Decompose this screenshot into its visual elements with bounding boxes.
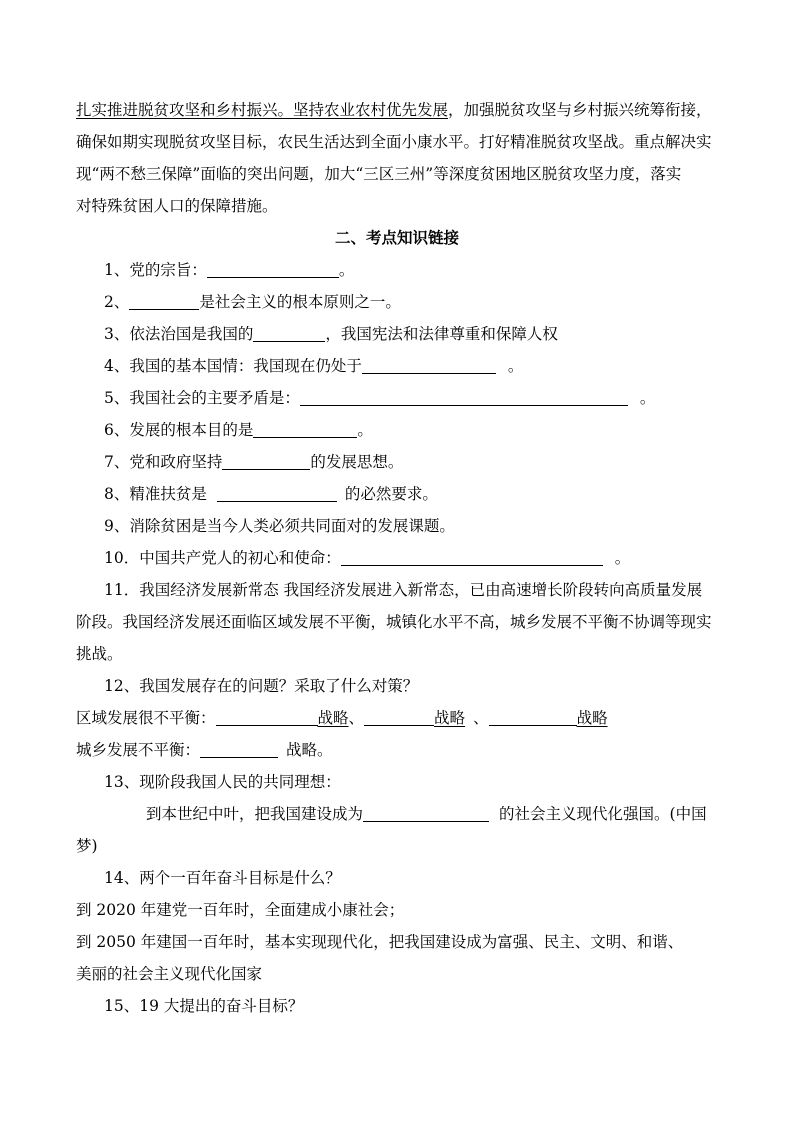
q10-end: 。: [614, 549, 631, 567]
item-q12-urban: [76, 740, 333, 760]
q8-text-end: 的必然要求。: [344, 485, 438, 503]
q4-blank[interactable]: [362, 357, 496, 374]
q12-urban-end: 战略。: [286, 741, 333, 759]
item-q11-line-3: 挑战。: [76, 645, 123, 663]
item-q11-line-1: 11．我国经济发展新常态 我国经济发展进入新常态，已由高速增长阶段转向高质量发展: [104, 581, 703, 599]
q7-blank[interactable]: [222, 453, 310, 470]
q12-blank-3[interactable]: [489, 709, 577, 726]
q8-text: 8、精准扶贫是: [104, 485, 207, 503]
item-q11-line-2: 阶段。我国经济发展还面临区域发展不平衡，城镇化水平不高，城乡发展不平衡不协调等现实: [76, 613, 712, 631]
intro-line-1: [76, 100, 712, 120]
intro-line-4: 对特殊贫困人口的保障措施。: [76, 197, 278, 215]
section-title: 二、考点知识链接: [334, 228, 459, 247]
q13-text: 到本世纪中叶，把我国建设成为: [146, 805, 364, 823]
q12-strategy-1: 战略: [317, 709, 349, 727]
item-q15-title: 15、19 大提出的奋斗目标？: [104, 997, 304, 1015]
q10-blank[interactable]: [341, 549, 603, 566]
q10-text: 10．中国共产党人的初心和使命：: [104, 549, 341, 567]
q12-regional-label: 区域发展很不平衡：: [76, 709, 216, 727]
q2-text: 是社会主义的根本原则之一。: [199, 293, 401, 311]
q3-text: 3、依法治国是我国的: [104, 325, 254, 343]
q13-text-end: 的社会主义现代化强国。(中国: [499, 805, 707, 823]
q12-strategy-2: 战略: [434, 709, 466, 727]
q4-text: 4、我国的基本国情：我国现在仍处于: [104, 357, 362, 375]
q4-end: 。: [507, 357, 524, 375]
q1-blank[interactable]: [207, 261, 339, 278]
item-q10: [104, 548, 630, 568]
q8-blank[interactable]: [217, 485, 337, 502]
q2-blank[interactable]: [129, 293, 199, 310]
q1-text: 1、党的宗旨：: [104, 261, 207, 279]
q5-blank[interactable]: [300, 389, 628, 406]
q5-end: 。: [639, 389, 656, 407]
q13-blank[interactable]: [363, 805, 489, 822]
q12-blank-1[interactable]: [216, 709, 318, 726]
item-q2: [104, 292, 401, 312]
q12-strategy-3: 战略: [576, 709, 608, 727]
q12-separator-1: 、: [348, 709, 365, 727]
q12-urban-label: 城乡发展不平衡：: [76, 741, 201, 759]
item-q14-line-2: 到 2050 年建国一百年时，基本实现现代化，把我国建设成为富强、民主、文明、和谐、: [76, 933, 684, 951]
q12-blank-4[interactable]: [200, 741, 278, 758]
item-q13-title: 13、现阶段我国人民的共同理想：: [104, 773, 341, 791]
q7-text-end: 的发展思想。: [310, 453, 404, 471]
q6-text: 6、发展的根本目的是: [104, 421, 254, 439]
item-q6: [104, 420, 373, 440]
q7-text: 7、党和政府坚持: [104, 453, 223, 471]
q3-blank[interactable]: [253, 325, 325, 342]
q12-blank-2[interactable]: [364, 709, 434, 726]
q6-end: 。: [357, 421, 373, 439]
intro-line-1-rest: ，加强脱贫攻坚与乡村振兴统筹衔接，: [448, 101, 712, 119]
q12-separator-2: 、: [473, 709, 489, 727]
intro-underlined-phrase: 扎实推进脱贫攻坚和乡村振兴。坚持农业农村优先发展: [76, 101, 449, 119]
intro-line-2: 确保如期实现脱贫攻坚目标，农民生活达到全面小康水平。打好精准脱贫攻坚战。重点解决实: [76, 133, 712, 151]
item-q12-title: 12、我国发展存在的问题？采取了什么对策？: [104, 677, 419, 695]
item-q9: 9、消除贫困是当今人类必须共同面对的发展课题。: [104, 517, 455, 535]
item-q3: [104, 324, 558, 344]
q6-blank[interactable]: [253, 421, 357, 438]
item-q8: [104, 484, 438, 504]
q1-end: 。: [338, 261, 355, 279]
item-q12-regional: [76, 708, 608, 728]
item-q5: [104, 388, 655, 408]
q3-text-end: ，我国宪法和法律尊重和保障人权: [325, 325, 558, 343]
item-q1: [104, 260, 354, 280]
q5-text: 5、我国社会的主要矛盾是：: [104, 389, 300, 407]
intro-line-3: 现“两不愁三保障”面临的突出问题，加大“三区三州”等深度贫困地区脱贫攻坚力度，落实: [76, 165, 682, 183]
item-q14-line-1: 到 2020 年建党一百年时，全面建成小康社会；: [76, 901, 405, 919]
item-q4: [104, 356, 523, 376]
item-q14-title: 14、两个一百年奋斗目标是什么？: [104, 869, 341, 887]
item-q13-line-1: [146, 804, 707, 824]
q2-number: 2、: [104, 293, 130, 311]
item-q14-line-3: 美丽的社会主义现代化国家: [76, 965, 263, 983]
item-q13-line-2: 梦): [76, 837, 98, 855]
item-q7: [104, 452, 403, 472]
